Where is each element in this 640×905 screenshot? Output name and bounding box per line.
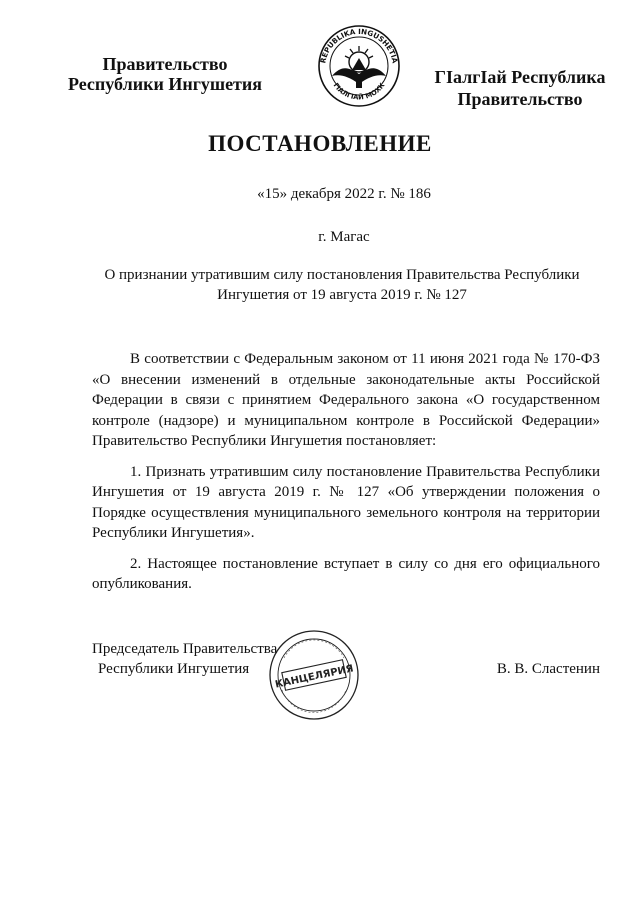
header-right-line2: Правительство [457, 89, 583, 109]
body-paragraph-1: В соответствии с Федеральным законом от 11 июня 2021 года № 170-ФЗ «О внесении изменений в отдельные законодательные акты Российской Федерации в связи с принятием Федерального закона «О государственном контроле (надзоре) и муниципальном контроле в Российской Федерации» Правительство Республики Ингушетия постановляет: [92, 351, 600, 449]
body-paragraph-3: 2. Настоящее постановление вступает в силу со дня его официального опубликования. [92, 555, 600, 592]
document-dateline: «15» декабря 2022 г. № 186 [257, 186, 431, 202]
document-city: г. Магас [318, 229, 370, 245]
document-subject: О признании утратившим силу постановления Правительства Республики Ингушетия от 19 августа 2019 г. № 127 [104, 267, 580, 303]
office-stamp [266, 628, 362, 722]
emblem-bottom-text: ГIАЛГIАЙ МОХК [331, 81, 387, 102]
coat-of-arms-emblem [312, 24, 406, 108]
header-left-line1: Правительство [102, 54, 228, 74]
header-right-org [420, 66, 620, 110]
signatory-name: В. В. Сластенин [496, 661, 600, 677]
signatory-position-line1: Председатель Правительства [92, 641, 278, 657]
emblem-top-text: REPUBLIKA INGUSHETIA [318, 26, 400, 64]
stamp-text: КАНЦЕЛЯРИЯ [274, 663, 355, 691]
header-left-org [40, 54, 290, 94]
header-right-line1: ГIалгIай Республика [434, 67, 606, 87]
document-body [92, 349, 600, 605]
document-title: ПОСТАНОВЛЕНИЕ [208, 131, 432, 156]
signatory-position-line2: Республики Ингушетия [98, 661, 250, 677]
body-paragraph-2: 1. Признать утратившим силу постановление Правительства Республики Ингушетия от 19 августа 2019 г. № 127 «Об утверждении положения о Порядке осуществления муниципального земельного контроля на территории Республики Ингушетия». [92, 463, 600, 541]
header-left-line2: Республики Ингушетия [67, 74, 263, 94]
